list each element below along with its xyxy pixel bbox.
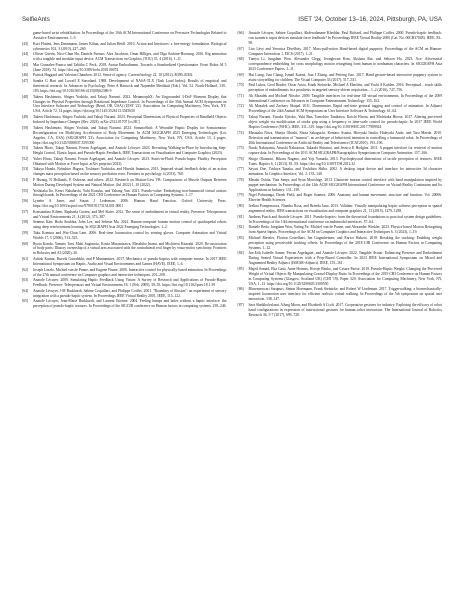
reference-text: Majed Samad, Elia Gatti, Anne Hermes, Hrvoje Benko, and Cesare Parise. 2019. Pseudo-Haptic Weight: Changing the Perceived Weight of Virtual Objects By Manipulating Control-Display Ratio. In Proceedings of the 2019 CHI Conference on Human Factors in Computing Systems (Glasgow, Scotland UK) (CHI '19). Paper 320. Association for Computing Machinery, New York, NY, USA, 1–13. https://doi.org/10.1145/3290605.3300550 <box>248 266 442 286</box>
reference-entry <box>238 131 443 146</box>
running-header <box>22 16 442 23</box>
reference-text: Naoki Nakayama, Atsushi Nakazawa, Takaaki Shiratori, and Jessica K Hodgins. 2011. A puppet interface for retrieval of motion capture data. In Proceedings of the 2011 ACM SIGGRAPH/Eurographics Symposium on Computer Animation. 157–166. <box>248 146 442 156</box>
reference-text: Ashish Kumar, Ruzvik Guardekhi, and P Muntaminez. 2017. Mechanics of pseudo-haptics with computer mouse. In 2017 IEEE International Symposium on Haptic, Audio and Visual Environments and Games (HAVE). IEEE, 1–6. <box>33 257 227 266</box>
references-column-left <box>22 31 227 319</box>
reference-entry <box>22 242 227 257</box>
reference-number: [78] <box>237 177 244 182</box>
reference-entry <box>22 115 227 125</box>
reference-entry <box>22 157 227 167</box>
reference-entry <box>238 83 443 93</box>
reference-entry <box>22 95 227 115</box>
reference-number: [61] <box>22 257 29 262</box>
reference-text: Ali Mazalek and Zachary Skopal. 2011. Drummaster. Rapid real-time gestural tagging and control of animation. In Adjunct Proceedings of the 24th Annual ACM Symposium on User Interface Software & Technology. 61–62. <box>248 104 442 114</box>
reference-text: Lynette A Jones and Susan J Lederman. 2006. Human Hand Function. Oxford University Press. https://doi.org/10.1093/acprof:oso/9780195173154.001.0001 <box>33 199 227 209</box>
reference-entry <box>238 104 443 114</box>
reference-text: Shogo Okamoto, Hikaru Nagano, and Yoji Yamada. 2013. Psychophysical dimensions of tactile perception of textures. IEEE Trans. Haptics 6, 1 (2013), 81–93. https://doi.org/10.1109/TOH.2012.32 <box>248 156 442 166</box>
reference-text: Jan-Erik Isabelle Samer, Ferran Argelaguet, and Anatole Lécuyer. 2022. Tangible Avatar: Enhancing Presence and Embodiment During Seated Virtual Experiences with a Prop-Based Controller. In 2023 IEEE International Symposium on Mixed and Augmented Reality Adjunct (ISMAR-Adjunct). IEEE, 155–161. <box>248 251 442 266</box>
reference-number: [56] <box>22 199 29 204</box>
reference-number: [54] <box>22 177 29 182</box>
reference-number: [46] <box>22 73 29 78</box>
reference-number: [79] <box>237 193 244 198</box>
reference-text: Taku Komura and Wai-Chun Lam. 2006. Real-time locomotion control by sensing gloves. Computer Animation and Virtual Worlds 17, 5 (2006), 513–525. <box>33 230 227 240</box>
reference-entry <box>238 287 443 302</box>
reference-entry <box>238 47 443 57</box>
reference-number: [68] <box>237 57 244 62</box>
reference-entry <box>238 267 443 287</box>
reference-entry <box>22 31 227 41</box>
reference-number: [48] <box>22 94 29 99</box>
reference-text: Ryota Kondo, Yamato Tani, Maki Sugimoto, Kouta Minamizawa, Masahiko Inami, and Michiteru Kitazaki. 2020. Re-association of body parts: Illusory ownership of a virtual arm associated with the contralateral real finger by visuo-motor synchrony. Frontiers in Robotics and AI (2020), 26. <box>33 241 227 256</box>
reference-entry <box>22 167 227 177</box>
reference-number: [49] <box>22 115 29 120</box>
reference-text: Masataka Niwa, Shinya Ohashi, Shota Sakaguchi, Kentaro Asama, Hiroyuki Iizuka, Hideyuki Ando, and Taro Maeda. 2010. Detection and transmission of "tsumori": an archetype of behavioral intention in controlling a humanoid robot. In Proceedings of 20th International Conference on Artificial Reality and Telexistence (ICAT2010). 193–196. <box>248 130 442 145</box>
reference-number: [84] <box>237 251 244 256</box>
reference-text: Daniele Reda, Jungdam Won, Yuting Ye, Michiel van de Panne, and Alexander Winkler. 2023. Physics-based Motion Retargeting from Sparse Inputs. Proceedings of the ACM on Computer Graphics and Interactive Techniques 6, 3 (2023), 1–19. <box>248 225 442 235</box>
reference-number: [81] <box>237 214 244 219</box>
reference-text: Ivelina Pomponaova, Niamha Rosa, and Brenda Jano. 2013. Validam: Visually manipulating haptic softness perception in spatial augmented reality. IEEE transactions on visualization and computer graphics 21, 11 (2015), 1279–1288. <box>248 204 442 214</box>
reference-entry <box>238 31 443 46</box>
reference-entry <box>22 210 227 220</box>
reference-entry <box>238 94 443 104</box>
reference-text: Anatole Lécuyer, Jean-Marie Burkhardt, and Laurent Etienne. 2004. Feeling bumps and holes without a haptic interface: the perception of pseudo-haptic textures. In Proceedings of the SIGCHI conference on Human factors in computing systems. 239–246. <box>33 299 227 309</box>
reference-entry <box>238 115 443 130</box>
reference-entry <box>238 251 443 266</box>
reference-number: [50] <box>22 125 29 130</box>
reference-text: Takeru Hashimoto, Shigeo Yoshida, and Takuji Narumi. 2023. Perceptual Dimensions of Physical Properties of Handheld Objects Induced by Impedance Changes (Rev. 2023). arXiv:2312.01707 [cs.HC] <box>33 115 227 125</box>
reference-entry <box>238 225 443 235</box>
reference-number: [66] <box>237 31 244 35</box>
reference-entry <box>22 126 227 146</box>
reference-text: Sara Sheikholeslami, AJung Moon, and Elizabeth A Croft. 2017. Cooperative gestures for industry: Exploring the efficacy of robot hand configurations in expression of instructional gestures for human–robot interaction. The International Journal of Robotics Research 36, 5-7 (2017), 699–720. <box>248 303 442 317</box>
reference-number: [75] <box>237 146 244 151</box>
reference-text: game-based wrist rehabilitation. In Proceedings of the 10th ACM International Conference on Pervasive Technologies Related to Assistive Environments. 1–9. <box>33 31 227 40</box>
reference-entry <box>238 303 443 318</box>
reference-entry <box>238 193 443 203</box>
reference-text: F Hwang, N Hollands, E Osborne, and others. 2022. Research on Motion-Less VR: Comparisons of Muscle Outputs Between Motion During Developed System and Natural Motion. (Jul 2022) 1–10 (2022). <box>33 177 227 187</box>
reference-entry <box>238 57 443 72</box>
header-left: SelfieAnts <box>22 16 50 23</box>
reference-text: Tianyu Li, Jungdam Won, Alexander Clegg, Jeonghwan Kim, Akshara Rai, and Sehoon Ha. 2023. Ace: Adversarial correspondence embedding for cross morphology motion retargeting from human to nonhuman characters. In SIGGRAPH Asia 2023 Conference Papers. 1–11. <box>248 57 442 72</box>
reference-text: Hui Liang, Jian Chang, Ismail Kazmi, Jian J Zhang, and Peifeng Jiao. 2017. Hand gesture-based interactive puppetry system to assist storytelling for children. The Visual Computer 33 (2017), 517–531. <box>248 72 442 82</box>
references-column-right <box>238 31 443 319</box>
reference-entry <box>22 289 227 299</box>
reference-text: Andreas Pusch and Anatole Lécuyer. 2011. Pseudo-haptics: from the theoretical foundations to practical system design guidelines. In Proceedings of the 13th international conference on multimodal interfaces. 57–64. <box>248 214 442 224</box>
reference-text: Olivier Güerin, Nico-Chun Hu, Daniele Fuenzo, Alex Jacobson, Omar Hilliges, and Olga Sorkine-Hornung. 2016. Rig animation with a tangible and modular input device. ACM Transactions on Graphics (TOG) 35, 4 (2016), 1–11. <box>33 52 227 62</box>
reference-number: [73] <box>237 115 244 120</box>
reference-entry <box>238 167 443 177</box>
reference-number: [63] <box>22 278 29 283</box>
reference-text: Yuhei Hirao, Takuji Narumi, Ferran Argelaguet, and Anatole Lécuyer. 2023. Stairs-in-Fluid: Pseudo-haptic Fluidity Perception Obtained with Motion or Force Input. arXiv preprint (2023). <box>33 156 227 166</box>
reference-text: Kurt Flatten, Jens Dannmann, James Kilian, and Julian Heidl. 2010. Action and Interfaces: a free-energy formulation. Biological cybernetics 102, 3 (2010), 227–260. <box>33 41 227 51</box>
reference-text: Takeru Hirao, Takuji Narumi, Ferran Argelaguet, and Anatole Lécuyer. 2023. Revisiting Walking-in-Place by Introducing Step-Height Control, Elastic Input, and Pseudo-Haptic Feedback. IEEE Transactions on Visualization and Computer Graphics (2023). <box>33 146 227 156</box>
reference-number: [57] <box>22 209 29 214</box>
reference-entry <box>238 73 443 83</box>
reference-number: [47] <box>22 79 29 84</box>
reference-entry <box>22 220 227 230</box>
reference-entry <box>22 79 227 94</box>
reference-text: Patrick Haggard and Valerian Chambon. 2012. Sense of agency. Current biology 22, 10 (2012), R390–R392. <box>33 73 194 78</box>
reference-number: [45] <box>22 62 29 67</box>
reference-entry <box>22 146 227 156</box>
reference-text: Joseph Laszlo, Michiel van de Panne, and Eugene Fiume. 2000. Interactive control for physically-based animation. In Proceedings of the 27th annual conference on Computer graphics and interactive techniques. 201–208. <box>33 267 227 277</box>
reference-number: [80] <box>237 204 244 209</box>
reference-text: Ali Mazalek and Michael Nitsche. 2009. Tangible interfaces for real-time 3D virtual environments. In Proceedings of the 2009 International Conference on Advances in Computer Entertainment Technology. 155–162. <box>248 93 442 103</box>
reference-entry <box>238 146 443 156</box>
reference-entry <box>22 178 227 188</box>
reference-text: Michael Rietzler, Florian Geiselhart, Jan Gugenheimer, and Enrico Rukzio. 2018. Breaking the tracking: Enabling weight perception using perceivable tracking offsets. In Proceedings of the 2018 CHI Conference on Human Factors in Computing Systems. 1–12. <box>248 235 442 250</box>
reference-entry <box>22 42 227 52</box>
reference-number: [86] <box>237 287 244 292</box>
reference-number: [69] <box>237 72 244 77</box>
reference-entry <box>22 63 227 73</box>
header-right: ISET '24, October 13–16, 2024, Pittsburgh, PA, USA <box>298 16 442 23</box>
reference-number: [83] <box>237 235 244 240</box>
reference-number: [85] <box>237 266 244 271</box>
reference-text: Bhuvaneswari Sarupuri, Simon Hoermann, Frank Steinicke, and Robert W Lindeman. 2017. Triggerwalking: a biomechanically-inspired locomotion user interface for efficient realistic virtual walking. In Proceedings of the 5th symposium on spatial user interaction. 138–147. <box>248 287 442 302</box>
reference-entry <box>238 204 443 214</box>
reference-entry <box>22 199 227 209</box>
reference-text: Yoshitaka Ito, Kenri Nakahashi, Yuhi Kozuka, and Yakang Yan. 2021. Pseudo-value: Embodying non-humanoid virtual avatars through hands. In Proceedings of the 2021 CHI Conference on Human Factors in Computing Systems. 1–17. <box>33 188 227 198</box>
reference-number: [55] <box>22 188 29 193</box>
reference-number: [67] <box>237 46 244 51</box>
reference-number: [58] <box>22 220 29 225</box>
reference-text: Takeru Hashimoto, Shigeo Yoshida, and Takuji Narumi. 2023. SomatoShift: A Wearable Haptic Display for Somatomotor Reconfiguration via Modifying Acceleration of Body Movement. In ACM SIGGRAPH 2023 Emerging Technologies (Los Angeles, CA, USA) (SIGGRAPH '23). Association for Computing Machinery, New York, NY, USA, Article 13, 2 pages. https://doi.org/10.1145/3588037.3595390 <box>33 125 227 145</box>
references-columns <box>22 31 442 319</box>
reference-number: [53] <box>22 167 29 172</box>
reference-entry <box>238 236 443 251</box>
reference-text: Sandra G Hart and Lowell E Staveland. 1988. Development of NASA-TLX (Task Load Index): Results of empirical and theoretical research. In Advances in Psychology, Peter A Hancock and Najmedin Meshkati (Eds.). Vol. 52. North-Holland, 139–183. https://doi.org/10.1016/S0166-4115(08)62386-9 <box>33 79 227 93</box>
reference-number: [82] <box>237 225 244 230</box>
reference-text: Konstantina Kilteni, Raphaela Groten, and Mel Slater. 2012. The sense of embodiment in virtual reality. Presence: Teleoperators and Virtual Environments 21, 4 (2012), 373–387. <box>33 209 227 219</box>
reference-text: Masaki Oshita, Yuta Senju, and Syun Morishige. 2013. Character motion control interface with hand manipulation inspired by puppet mechanism. In Proceedings of the 12th ACM SIGGRAPH International Conference on Virtual-Reality Continuum and Its Applications in Industry. 131–138. <box>248 177 442 192</box>
reference-entry <box>22 299 227 309</box>
reference-text: Takuya Honda, Nobuhiro Hagura, Toshinori Yoshioka, and Hiroshi Imamizu. 2013. Imposed visual feedback delay of an action changes mass perception based on the sensory prediction error. Frontiers in psychology 4 (2013), 760. <box>33 167 227 177</box>
reference-text: Mar Gonzalez-Franco and Tabitha C Peck. 2018. Avatar Embodiment. Towards a Standardized Questionnaire. Front Robot AI 5 (June 2018), 74. https://doi.org/10.3389/frobt.2018.00074 <box>33 62 227 72</box>
reference-entry <box>22 268 227 278</box>
reference-text: Paul Lubos, Gerd Bruder, Oscar Ariza, Frank Steinicke, Michael A Eberlein, and Yoshi A Kuhlen. 2016. Perceptual... touch skills perception of embodiments in a prosthesis in targeted sensory-driven acquisition... 1–2 (2016), 747–756. <box>248 83 442 93</box>
reference-text: Nigel Palastanga, Derek Field, and Roger Soames. 2006. Anatomy and human movement: structure and function. Vol. 20006. Elsevier Health Sciences. <box>248 193 442 203</box>
reference-entry <box>238 215 443 225</box>
reference-number: [72] <box>237 104 244 109</box>
reference-entry <box>22 189 227 199</box>
reference-entry <box>22 257 227 267</box>
reference-number: [76] <box>237 156 244 161</box>
reference-number: [71] <box>237 93 244 98</box>
reference-entry <box>22 73 227 78</box>
reference-text: Takuji Narumi, Yusuke Ujitoko, Yuki Ban, Tomohiro Tanikawa, Koichi Hirota, and Michitaka Hirose. 2017. Altering perceived object weight via modification of stroke grip using a frequency or time-scale control for pseudo-haptic. In 2017 IEEE World Haptics Conference (WHC). IEEE, 311–319. https://doi.org/10.1109/WHC.2017.7989924 <box>248 115 442 129</box>
reference-number: [87] <box>237 303 244 307</box>
reference-number: [51] <box>22 146 29 151</box>
reference-entry <box>22 52 227 62</box>
reference-entry <box>238 178 443 193</box>
reference-text: Lior Lévy and Veronica Divelbiss. 2017. Mass-pull-action Hand-based digital puppetry. Proceedings of the ACM on Human-Computer Interaction 1, EICS (2017), 1–21. <box>248 46 442 56</box>
reference-number: [74] <box>237 130 244 135</box>
reference-entry <box>238 157 443 167</box>
reference-number: [43] <box>22 41 29 46</box>
reference-text: Seamus Kim, Hoda Soubhia, John Lee, and Seheon Ma. 2022. Human-computer human motion control of quadrupedal robots using deep reinforcement learning. In SIGGRAPH Asia 2022 Emerging Technologies. 1–2. <box>33 220 227 230</box>
reference-entry <box>22 278 227 288</box>
reference-number: [44] <box>22 52 29 57</box>
reference-number: [62] <box>22 267 29 272</box>
reference-text: Anatole Lécuyer. 2009. Simulating Haptic Feedback Using Vision: A Survey of Research and Applications of Pseudo-Haptic Feedback. Presence: Teleoperators and Virtual Environments 18, 1 (Feb. 2009), 39–53. https://doi.org/10.1162/pres.18.1.39 <box>33 278 227 288</box>
reference-text: Anatole Lécuyer, Sabine Coquillart, Abderrahmane Kheddar, Paul Richard, and Philippe Coiffet. 2000. Pseudo-haptic feedback: can isometric input devices simulate force feedback? In Proceedings IEEE Virtual Reality 2000 (Cat. No. 00CB37048). IEEE, 83–90. <box>248 31 442 45</box>
reference-number: [64] <box>22 288 29 293</box>
reference-number: [70] <box>237 83 244 88</box>
reference-entry <box>22 231 227 241</box>
reference-text: Takeru Hashimoto, Shigeo Yoshida, and Takuji Narumi. 2022. MetamorphX: An Ungrounded 3-DoF Moment Display that Changes its Physical Properties through Rotational Impedance Control. In Proceedings of the 35th Annual ACM Symposium on User Interface Software and Technology (Bend, OR, USA) (UIST '22). Association for Computing Machinery, New York, NY, USA, Article 72, 14 pages. https://doi.org/10.1145/3526113.3545650 <box>33 94 227 114</box>
reference-text: Anatole Lécuyer, J-M Burkhardt, Sabine Coquillart, and Philippe Coiffet. 2001. "Boundary of illusion": an experiment of sensory integration with a pseudo-haptic system. In Proceedings IEEE Virtual Reality 2001. IEEE, 115–122. <box>33 288 227 298</box>
reference-number: [59] <box>22 230 29 235</box>
reference-number: [65] <box>22 299 29 304</box>
reference-text: Sayuri Oue, Toshiya Tanaka, and Yoshihiro Shiba. 2002. A desktop input device and interface for interactive 3d character animation. In Graphics Interface, Vol. 2. 133–140. <box>248 167 442 177</box>
reference-number: [77] <box>237 167 244 172</box>
reference-number: [52] <box>22 156 29 161</box>
reference-number: [60] <box>22 241 29 246</box>
